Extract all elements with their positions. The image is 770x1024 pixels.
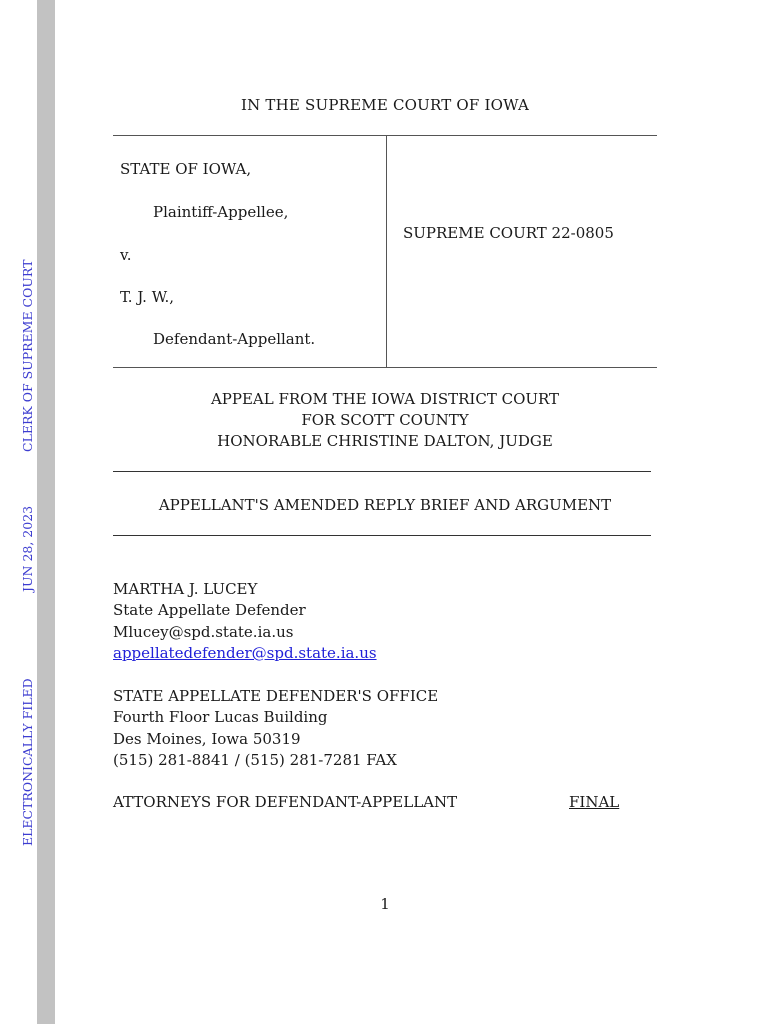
caption-divider bbox=[386, 136, 387, 367]
versus: v. bbox=[120, 246, 132, 264]
office-building: Fourth Floor Lucas Building bbox=[113, 708, 328, 727]
office-phone: (515) 281-8841 / (515) 281-7281 FAX bbox=[113, 750, 397, 769]
defendant-role: Defendant-Appellant. bbox=[153, 330, 316, 348]
appeal-line-1: APPEAL FROM THE IOWA DISTRICT COURT bbox=[210, 390, 560, 408]
case-caption bbox=[113, 135, 657, 368]
appeal-heading bbox=[113, 389, 657, 452]
electronically-filed-stamp: ELECTRONICALLY FILED bbox=[20, 678, 35, 846]
final-label: FINAL bbox=[569, 793, 620, 811]
case-number: SUPREME COURT 22-0805 bbox=[403, 224, 614, 242]
counsel-title: State Appellate Defender bbox=[113, 601, 306, 620]
plaintiff-name: STATE OF IOWA, bbox=[120, 160, 252, 178]
clerk-stamp: CLERK OF SUPREME COURT bbox=[20, 259, 35, 452]
office-email-link[interactable]: appellatedefender@spd.state.ia.us bbox=[113, 643, 377, 662]
appeal-line-2: FOR SCOTT COUNTY bbox=[301, 411, 469, 429]
page-margin-bar bbox=[37, 0, 55, 1024]
plaintiff-role: Plaintiff-Appellee, bbox=[153, 203, 289, 221]
court-title: IN THE SUPREME COURT OF IOWA bbox=[241, 96, 529, 114]
divider-rule bbox=[113, 535, 651, 536]
divider-rule bbox=[113, 471, 651, 472]
counsel-email: Mlucey@spd.state.ia.us bbox=[113, 622, 294, 641]
counsel-name: MARTHA J. LUCEY bbox=[113, 580, 258, 598]
filing-date-stamp: JUN 28, 2023 bbox=[20, 505, 35, 592]
office-city: Des Moines, Iowa 50319 bbox=[113, 729, 301, 748]
office-address-block bbox=[113, 686, 438, 771]
counsel-block bbox=[113, 579, 377, 664]
page-number: 1 bbox=[380, 895, 390, 913]
defendant-name: T. J. W., bbox=[120, 288, 175, 306]
attorneys-for: ATTORNEYS FOR DEFENDANT-APPELLANT bbox=[113, 793, 458, 811]
appeal-line-3: HONORABLE CHRISTINE DALTON, JUDGE bbox=[217, 432, 553, 450]
office-name: STATE APPELLATE DEFENDER'S OFFICE bbox=[113, 687, 439, 705]
brief-title: APPELLANT'S AMENDED REPLY BRIEF AND ARGUMENT bbox=[158, 496, 612, 514]
